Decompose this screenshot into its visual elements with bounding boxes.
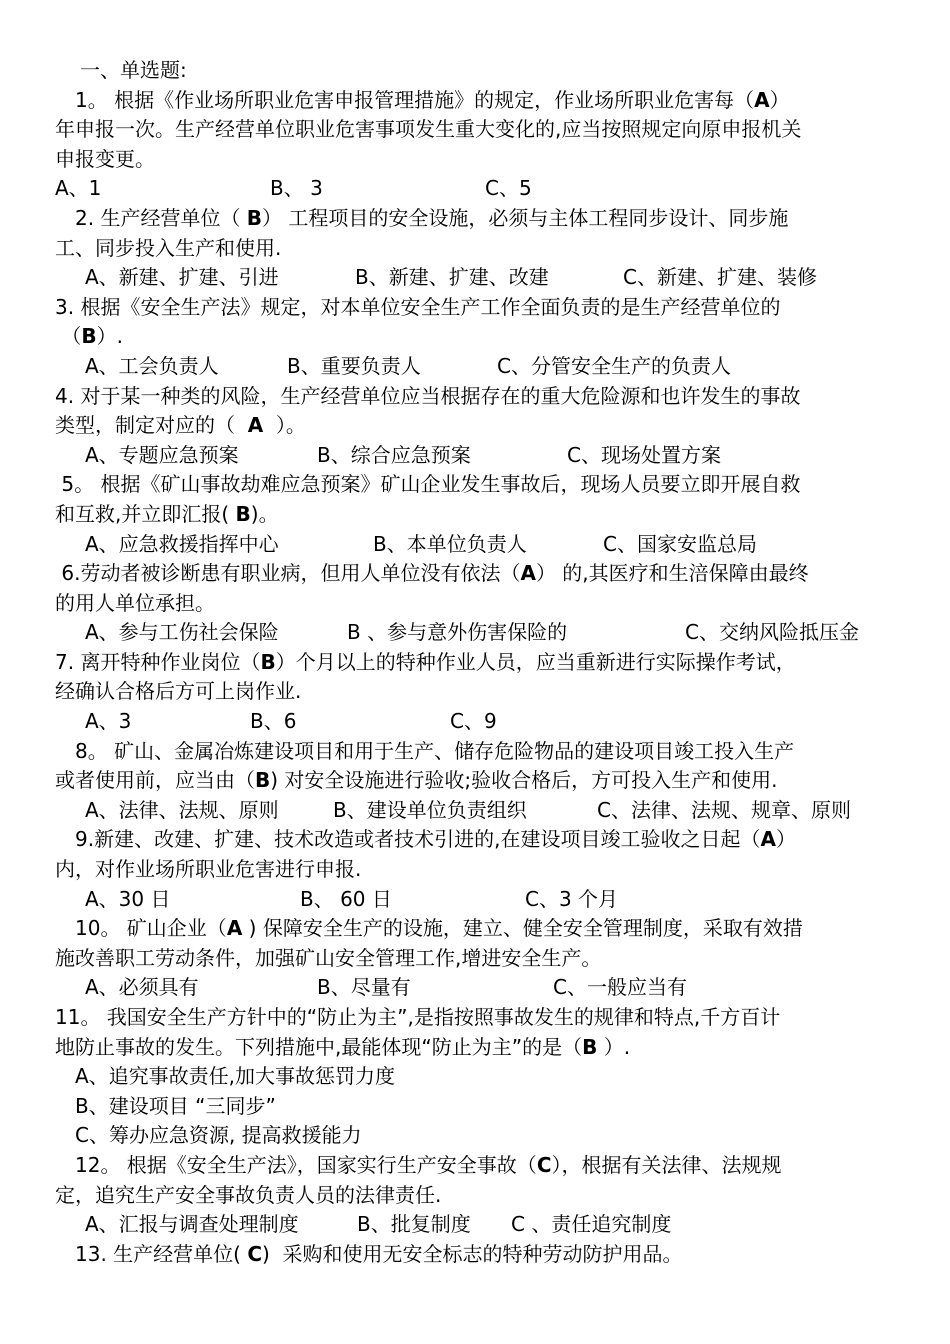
answer-letter: B <box>255 768 271 793</box>
option-b: B、6 <box>250 709 297 734</box>
question-text-line <box>55 145 898 175</box>
question-text-line <box>55 648 898 678</box>
options-row <box>55 441 898 471</box>
question-text: ） <box>769 87 790 112</box>
question-text: 13. 生产经营单位( <box>55 1241 248 1266</box>
option-c: C、国家安监总局 <box>603 531 757 556</box>
question-text-line <box>55 322 898 352</box>
option-a: A、必须具有 <box>85 975 199 1000</box>
question-text: 4. 对于某一种类的风险，生产经营单位应当根据存在的重大危险源和也许发生的事故 <box>55 383 801 408</box>
question-text-line <box>55 737 898 767</box>
options-row <box>55 796 898 826</box>
options-row <box>55 263 898 293</box>
option-a: A、1 <box>55 176 102 201</box>
question-text: 8。 矿山、金属冶炼建设项目和用于生产、储存危险物品的建设项目竣工投入生产 <box>55 738 795 763</box>
answer-letter: A <box>754 87 770 112</box>
option-a: A、工会负责人 <box>85 353 219 378</box>
option-c: C、法律、法规、规章、原则 <box>597 797 851 822</box>
option-a: A、应急救援指挥中心 <box>85 531 279 556</box>
question-text: ) 对安全设施进行验收;验收合格后，方可投入生产和使用. <box>270 768 778 793</box>
question-item <box>55 559 898 648</box>
answer-letter: A <box>520 561 536 586</box>
question-item <box>55 293 898 382</box>
question-item <box>55 1003 898 1151</box>
options-row <box>55 1210 898 1240</box>
question-text-line <box>55 1062 898 1092</box>
option-c: C 、责任追究制度 <box>511 1212 672 1237</box>
question-text-line <box>55 1181 898 1211</box>
option-b: B、重要负责人 <box>287 353 421 378</box>
question-text: 10。 矿山企业（ <box>55 916 227 941</box>
question-text-line <box>55 470 898 500</box>
option-c: C、9 <box>450 709 497 734</box>
question-item <box>55 648 898 737</box>
answer-letter: C <box>247 1241 263 1266</box>
question-text-line <box>55 944 898 974</box>
option-a: A、汇报与调查处理制度 <box>85 1212 299 1237</box>
answer-letter: A <box>760 827 776 852</box>
option-c: C、现场处置方案 <box>567 442 721 467</box>
question-text: ） 的,其医疗和生涪保障由最终 <box>535 561 809 586</box>
question-text-line <box>55 115 898 145</box>
options-row <box>55 707 898 737</box>
question-text: 6.劳动者被诊断患有职业病，但用人单位没有依法（ <box>55 561 521 586</box>
question-text: A、追究事故责任,加大事故惩罚力度 <box>55 1064 396 1089</box>
question-text-line <box>55 559 898 589</box>
question-item <box>55 86 898 204</box>
question-text: 2. 生产经营单位（ <box>55 205 247 230</box>
question-text-line <box>55 589 898 619</box>
option-b: B、建设单位负责组织 <box>333 797 527 822</box>
question-text: ）. <box>96 324 123 349</box>
option-b: B 、参与意外伤害保险的 <box>347 620 568 645</box>
question-text: 9.新建、改建、扩建、技术改造或者技术引进的,在建设项目竣工验收之日起（ <box>55 827 761 852</box>
question-text-line <box>55 293 898 323</box>
question-item <box>55 470 898 559</box>
question-text: ) 采购和使用无安全标志的特种劳动防护用品。 <box>262 1241 683 1266</box>
question-item <box>55 204 898 293</box>
question-text: 11。 我国安全生产方针中的“防止为主”,是指按照事故发生的规律和特点,千方百计 <box>55 1005 781 1029</box>
answer-letter: B <box>260 649 276 674</box>
option-a: A、3 <box>85 709 132 734</box>
question-item <box>55 382 898 471</box>
answer-letter: A <box>226 916 243 941</box>
answer-letter: A <box>247 413 264 438</box>
question-text: 的用人单位承担。 <box>55 590 215 615</box>
option-a: A、新建、扩建、引进 <box>85 265 279 290</box>
option-b: B、本单位负责人 <box>373 531 527 556</box>
question-text: C、筹办应急资源, 提高救援能力 <box>55 1123 362 1148</box>
question-text-line <box>55 204 898 234</box>
options-row <box>55 973 898 1003</box>
question-text: 内，对作业场所职业危害进行申报. <box>55 857 362 882</box>
options-row <box>55 530 898 560</box>
answer-letter: B <box>582 1034 598 1059</box>
question-text: ) 保障安全生产的设施，建立、健全安全管理制度，采取有效措 <box>242 916 803 941</box>
option-a: A、30 日 <box>85 886 171 911</box>
question-text: ） <box>775 827 796 852</box>
option-a: A、法律、法规、原则 <box>85 797 279 822</box>
question-text-line <box>55 766 898 796</box>
question-text: 类型，制定对应的（ <box>55 413 248 438</box>
option-c: C、一般应当有 <box>553 975 687 1000</box>
question-item <box>55 914 898 1003</box>
question-text-line <box>55 1003 898 1033</box>
options-row <box>55 885 898 915</box>
question-text-line <box>55 825 898 855</box>
question-text: B、建设项目 “三同步” <box>55 1093 276 1118</box>
question-item <box>55 737 898 826</box>
question-text-line <box>55 86 898 116</box>
question-text-line <box>55 234 898 264</box>
question-text: 定，追究生产安全事故负责人员的法律责任. <box>55 1182 442 1207</box>
option-b: B、综合应急预案 <box>317 442 471 467</box>
option-c: C、5 <box>485 176 532 201</box>
question-text: （ <box>55 324 82 349</box>
question-text: ）个月以上的特种作业人员，应当重新进行实际操作考试， <box>275 649 796 674</box>
question-item <box>55 1240 898 1270</box>
question-list <box>55 86 898 1270</box>
question-text: 12。 根据《安全生产法》，国家实行生产安全事故（ <box>55 1152 537 1177</box>
question-text-line <box>55 1033 898 1063</box>
question-text-line <box>55 677 898 707</box>
question-text: ）。 <box>263 413 306 438</box>
question-text-line <box>55 855 898 885</box>
question-text-line <box>55 1240 898 1270</box>
answer-letter: B <box>81 324 97 349</box>
options-row <box>55 618 898 648</box>
option-c: C、分管安全生产的负责人 <box>497 353 731 378</box>
options-row <box>55 352 898 382</box>
question-text-line <box>55 382 898 412</box>
question-text-line <box>55 411 898 441</box>
answer-letter: C <box>536 1152 552 1177</box>
question-text: 经确认合格后方可上岗作业. <box>55 679 302 704</box>
question-text: ），根据有关法律、法规规 <box>551 1152 782 1177</box>
option-b: B、新建、扩建、改建 <box>355 265 549 290</box>
question-text: 申报变更。 <box>55 146 155 171</box>
option-b: B、批复制度 <box>357 1212 471 1237</box>
options-row <box>55 174 898 204</box>
question-text: 1。 根据《作业场所职业危害申报管理措施》的规定，作业场所职业危害每（ <box>55 87 755 112</box>
option-c: C、3 个月 <box>525 886 619 911</box>
answer-letter: B <box>235 501 251 526</box>
question-text: 3. 根据《安全生产法》规定，对本单位安全生产工作全面负责的是生产经营单位的 <box>55 294 781 319</box>
question-item <box>55 1151 898 1240</box>
question-text: 7. 离开特种作业岗位（ <box>55 649 261 674</box>
answer-letter: B <box>246 205 263 230</box>
question-text-line <box>55 1092 898 1122</box>
question-text-line <box>55 500 898 530</box>
question-text-line <box>55 914 898 944</box>
question-item <box>55 825 898 914</box>
question-text: )。 <box>250 501 279 526</box>
question-text-line <box>55 1121 898 1151</box>
option-b: B、尽量有 <box>317 975 411 1000</box>
question-text: 5。 根据《矿山事故劫难应急预案》矿山企业发生事故后，现场人员要立即开展自救 <box>55 472 801 497</box>
option-b: B、 3 <box>270 176 323 201</box>
question-text: 地防止事故的发生。下列措施中,最能体现“防止为主”的是（ <box>55 1034 583 1059</box>
option-c: C、交纳风险抵压金 <box>685 620 859 645</box>
option-a: A、专题应急预案 <box>85 442 239 467</box>
section-title: 一、单选题: <box>80 58 187 82</box>
question-text: 和互救,并立即汇报( <box>55 501 236 526</box>
question-text: 施改善职工劳动条件，加强矿山安全管理工作,增进安全生产。 <box>55 945 602 970</box>
question-text: 或者使用前，应当由（ <box>55 768 255 793</box>
question-text-line <box>55 1151 898 1181</box>
option-c: C、新建、扩建、装修 <box>623 265 817 290</box>
question-text: 年申报一次。生产经营单位职业危害事项发生重大变化的,应当按照规定向原申报机关 <box>55 117 802 142</box>
option-a: A、参与工伤社会保险 <box>85 620 279 645</box>
question-text: ） 工程项目的安全设施，必须与主体工程同步设计、同步施 <box>262 205 789 230</box>
question-text: 工、同步投入生产和使用. <box>55 235 282 260</box>
option-b: B、 60 日 <box>300 886 392 911</box>
question-text: ）. <box>597 1034 631 1059</box>
